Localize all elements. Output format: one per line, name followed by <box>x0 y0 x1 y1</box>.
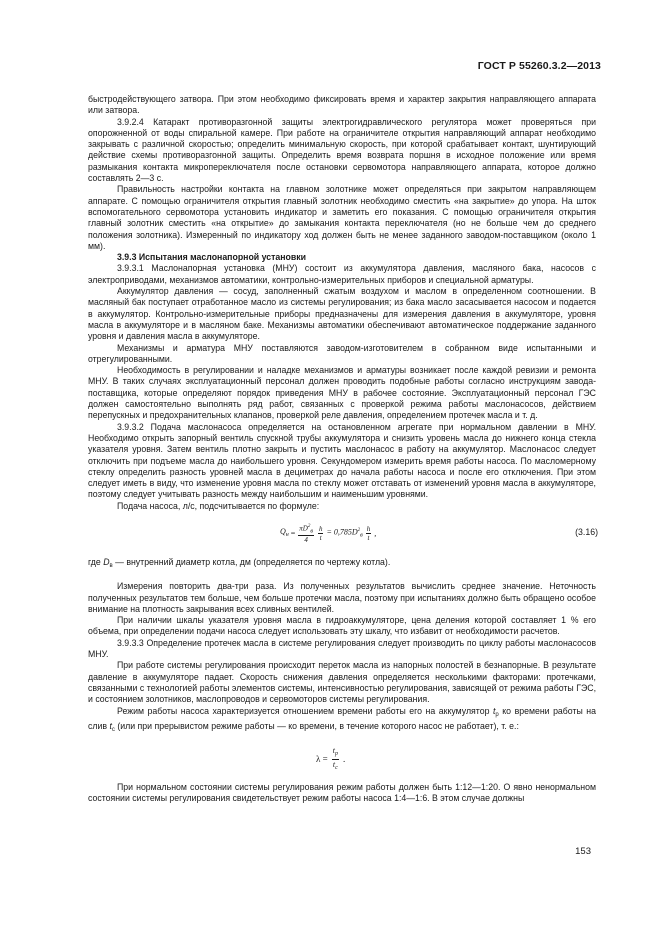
formula-tail: . <box>342 753 346 764</box>
formula-middle: = $0,785D^2_в$ <box>326 527 363 539</box>
formula-fraction: $\frac{\pi D^2_в}{4}$ <box>299 523 313 545</box>
paragraph: где $D_в$ — внутренний диаметр котла, дм (определяется по чертежу котла). <box>88 556 391 569</box>
formula-lhs: λ = <box>316 753 328 764</box>
paragraph: 3.9.3.3 Определение протечек масла в системе регулирования следует производить по циклу работы маслонасосов МНУ. <box>88 637 596 660</box>
paragraph: Необходимость в регулировании и наладке механизмов и арматуры возникает после каждой ревизии и ремонта МНУ. В таких случаях эксплуатационный персонал должен проводить подобные работы согласно инструкциям завода-поставщика, которые определяют порядок приведения МНУ в рабочее состояние. Эксплуатационный персонал ГЭС должен самостоятельно выполнять ряд работ, связанных с проверкой режима работы маслонасосов, действием перепускных и предохранительных клапанов, проверкой реле давления, определением протечек масла и т. д. <box>88 365 596 421</box>
formula-fraction: $\frac{h}{t}$ <box>366 525 371 543</box>
section-heading: 3.9.3 Испытания маслонапорной установки <box>117 252 307 263</box>
formula-lhs: $Q_н$ <box>280 527 289 538</box>
paragraph: Измерения повторить два-три раза. Из полученных результатов вычислить среднее значение. Неточность полученных результатов тем больше, чем больше протечки масла, поэтому при испытаниях должно быть обращено особое внимание на плотность закрывания всех сливных вентилей. <box>88 581 596 614</box>
paragraph: быстродействующего затвора. При этом необходимо фиксировать время и характер закрытия направляющего аппарата или затвора. <box>88 94 596 116</box>
formula-fraction: $\frac{h}{t}$ <box>318 525 323 543</box>
paragraph: Механизмы и арматура МНУ поставляются заводом-изготовителем в собранном виде испытанными и отрегулированными. <box>88 342 596 364</box>
equation-number: (3.16) <box>575 526 598 537</box>
paragraph: Подача насоса, л/с, подсчитывается по формуле: <box>117 500 320 511</box>
paragraph: 3.9.3.2 Подача маслонасоса определяется на остановленном агрегате при нормальном давлении в МНУ. Необходимо открыть запорный вентиль спускной трубы аккумулятора и снизить уровень масла до нижнего конца стекла указателя уровня. Затем вентиль плотно закрыть и пустить маслонасос в работу на аккумулятор. Маслонасос следует отключить при подъеме масла до наибольшего уровня. Секундомером измерить время работы насоса. По масломерному стеклу определить разность уровней масла в дециметрах до начала работы насоса и после его отключения. При этом следует иметь в виду, что изменение уровня масла по стеклу может отставать от изменений уровня масла в аккумуляторе, поэтому следует учитывать разность между наибольшим и наименьшим уровнями. <box>88 421 596 500</box>
formula-body <box>280 523 376 544</box>
formula-body <box>316 746 345 773</box>
paragraph: 3.9.2.4 Катаракт противоразгонной защиты электрогидравлического регулятора может проверяться при опорожненной от воды спиральной камере. При работе на ограничителе открытия направляющий аппарат необходимо закрывать с различной скоростью; определить минимальную скорость, при которой срабатывает контакт, шунтирующий действие схемы противоразгонной защиты. Определить время возврата поршня в исходное положение или время размыкания контакта микропереключателя после остановки сервомотора направляющего аппарата, которое должно составлять 2—3 с. <box>88 116 596 184</box>
paragraph: При работе системы регулирования происходит переток масла из напорных полостей в безнапорные. В результате давление в аккумуляторе падает. Скорость снижения давления определяется несколькими факторами: протечками, связанными с технологией работы элементов системы, интенсивностью регулирования, зависящей от режима работы ГЭС, и состоянием золотников, маслопроводов и сервомоторов системы регулирования. <box>88 660 596 705</box>
paragraph: При наличии шкалы указателя уровня масла в гидроаккумуляторе, цена деления которой составляет 1 % его объема, при определении подачи насоса следует использовать эту шкалу, что избавит от необходимости расчетов. <box>88 615 596 637</box>
formula-fraction: $\frac{t_р}{t_с}$ <box>332 746 338 772</box>
formula-lambda <box>88 740 596 778</box>
formula-equals: = <box>290 529 296 538</box>
document-body <box>88 94 596 805</box>
formula-tail: , <box>374 529 377 538</box>
paragraph: Режим работы насоса характеризуется отношением времени работы его на аккумулятор $t_р$ ко времени работы на слив $t_с$ (или при прерывистом режиме работы — ко времени, в течение которого насос не работает), т. е.: <box>88 705 596 733</box>
paragraph: 3.9.3.1 Маслонапорная установка (МНУ) состоит из аккумулятора давления, масляного бака, насосов с электроприводами, механизмов автоматики, контрольно-измерительных приборов и специальной арматуры. <box>88 263 596 285</box>
spacer <box>88 572 596 581</box>
paragraph: При нормальном состоянии системы регулирования режим работы должен быть 1:12—1:20. О явно ненормальном состоянии системы регулирования свидетельствует режим работы насоса 1:4—1:6. В этом случае должны <box>88 782 596 804</box>
page-number: 153 <box>575 846 591 857</box>
paragraph: Аккумулятор давления — сосуд, заполненный сжатым воздухом и маслом в определенном соотношении. В масляный бак поступает отработанное масло из системы регулирования; из бака масло засасывается насосом и подается в аккумулятор. Контрольно-измерительные приборы предназначены для измерения давления в аккумуляторе, уровня масла в аккумуляторе и в масляном баке. Механизмы автоматики обеспечивают автоматическое поддержание заданного уровня и давления масла в аккумуляторе. <box>88 286 596 342</box>
document-code-header: ГОСТ Р 55260.3.2—2013 <box>477 60 601 72</box>
paragraph: Правильность настройки контакта на главном золотнике может определяться при закрытом направляющем аппарате. С помощью ограничителя открытия главный золотник необходимо сместить «на закрытие» до упора. На шток вспомогательного сервомотора установить индикатор и заметить его показания. С помощью ограничителя открытия главный золотник сместить «на открытие» до замыкания контакта переключателя (но не больше чем до среднего положения золотника). Измеренный по индикатору ход должен быть не менее заданного заводом-поставщиком (около 1 мм). <box>88 184 596 251</box>
formula-3-16 <box>88 515 596 555</box>
